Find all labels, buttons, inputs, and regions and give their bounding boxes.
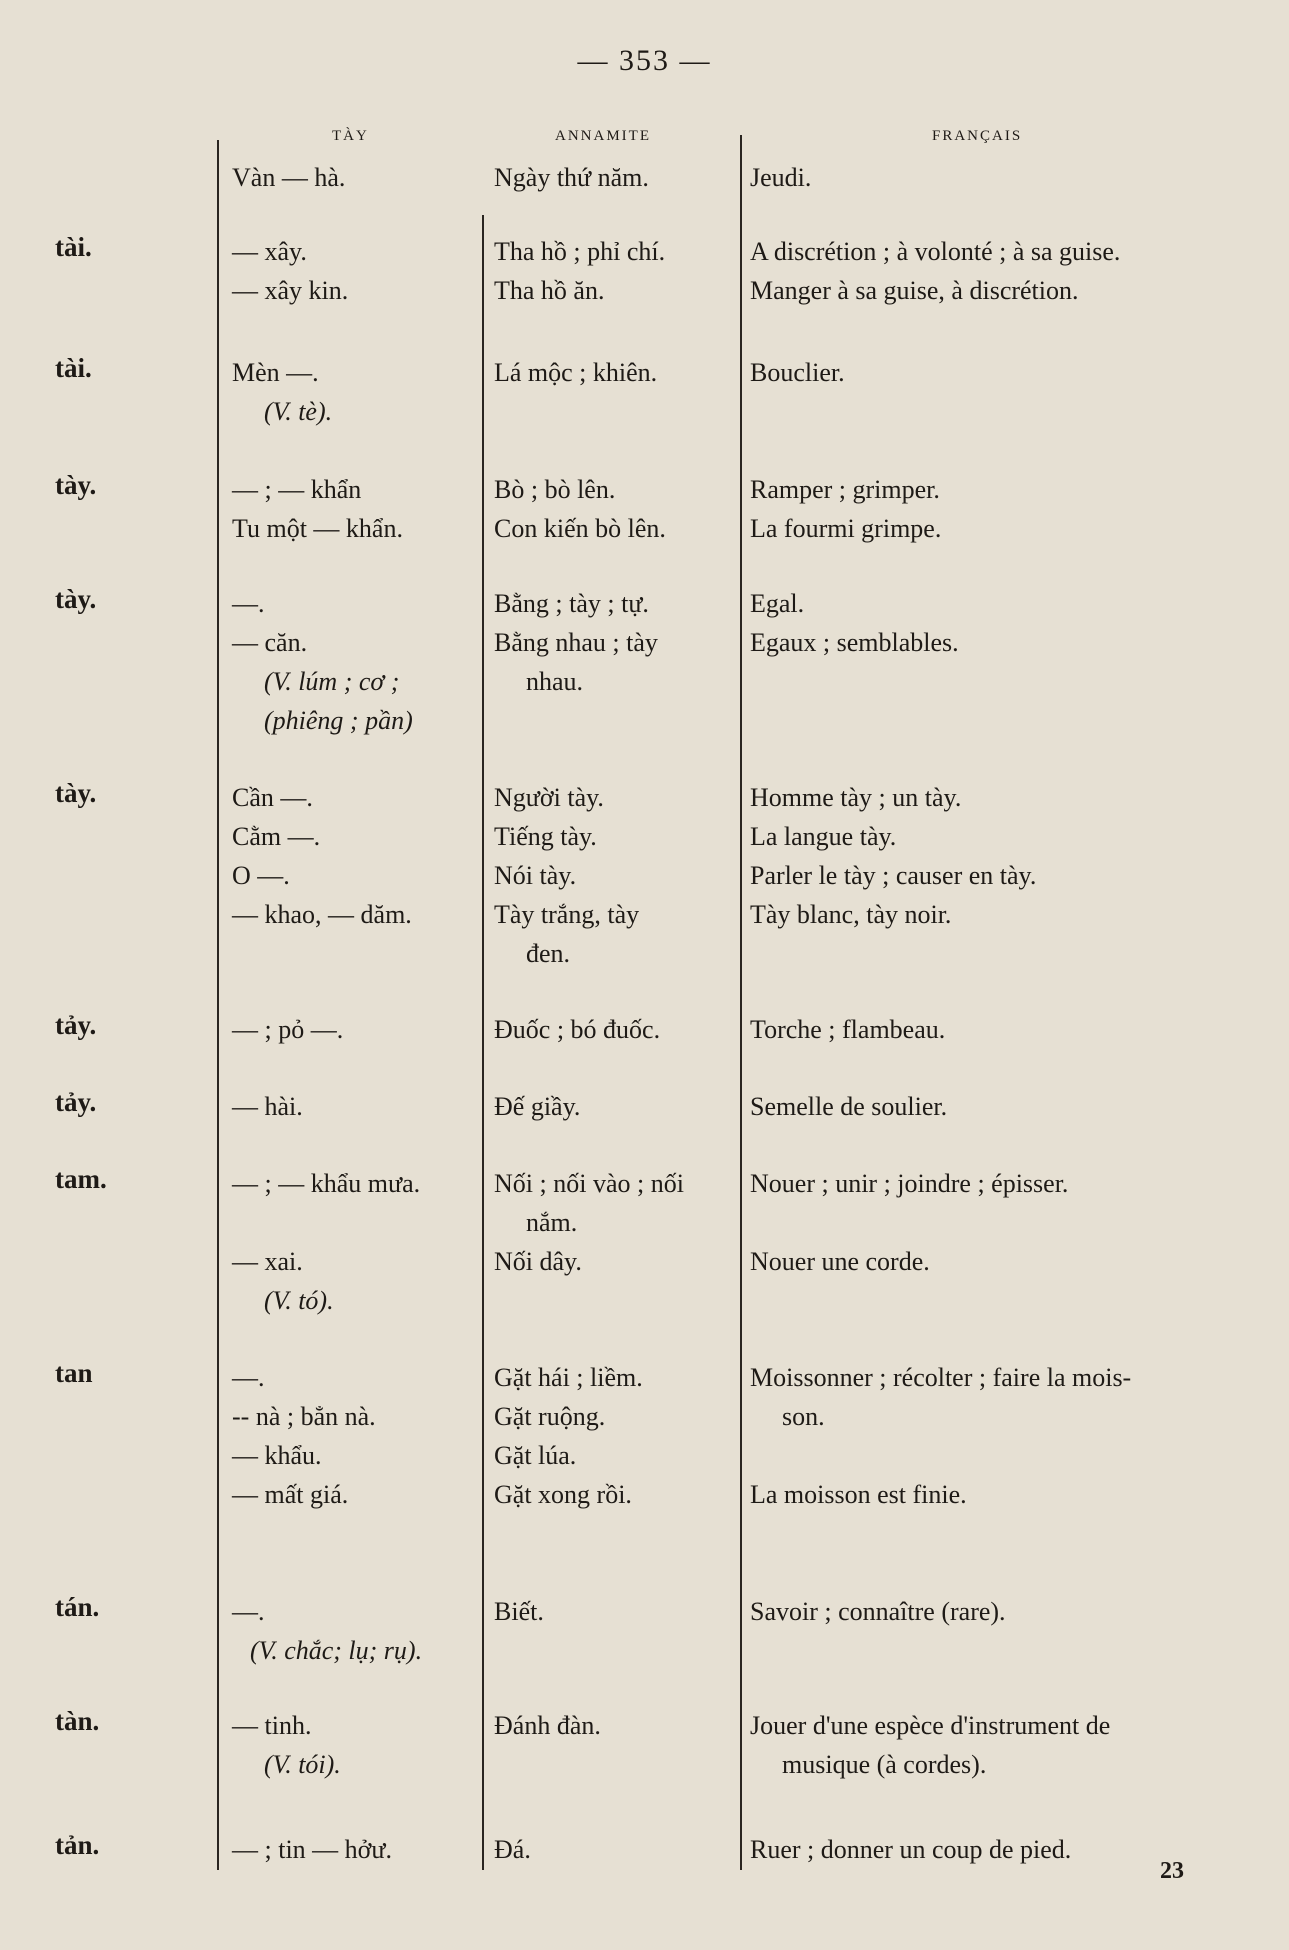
intro-francais: Jeudi. [750, 163, 812, 192]
annamite-column [494, 1592, 742, 1631]
francais-line: Nouer ; unir ; joindre ; épisser. [750, 1169, 1069, 1198]
annamite-line: Tiếng tày. [494, 822, 597, 851]
tay-column [232, 1706, 482, 1784]
tay-line: -- nà ; bẳn nà. [232, 1402, 376, 1431]
tay-column [232, 778, 482, 934]
tay-line: (phiêng ; pần) [264, 706, 413, 735]
annamite-line: Bò ; bò lên. [494, 475, 616, 504]
francais-line: A discrétion ; à volonté ; à sa guise. [750, 237, 1121, 266]
annamite-line: Gặt lúa. [494, 1441, 577, 1470]
francais-line: Parler le tày ; causer en tày. [750, 861, 1037, 890]
tay-line: — xây. [232, 237, 307, 266]
tay-line [232, 1203, 482, 1242]
francais-line: Torche ; flambeau. [750, 1015, 946, 1044]
intro-tay: Vàn — hà. [232, 163, 346, 192]
tay-column [232, 584, 482, 740]
tay-line: Tu một — khẩn. [232, 514, 403, 543]
francais-line [750, 1436, 1240, 1475]
tay-line: Mèn —. [232, 358, 319, 387]
tay-line: O —. [232, 861, 290, 890]
column-rule-middle [482, 215, 484, 1870]
annamite-column [494, 232, 742, 310]
tay-line: — ; — khẩu mưa. [232, 1169, 421, 1198]
annamite-line: Gặt ruộng. [494, 1402, 606, 1431]
annamite-line: Đế giầy. [494, 1092, 581, 1121]
francais-column [750, 232, 1240, 310]
francais-line: Egaux ; semblables. [750, 628, 959, 657]
francais-column [750, 1706, 1240, 1784]
annamite-line: Biết. [494, 1597, 544, 1626]
tay-line: — ; — khẩn [232, 475, 362, 504]
francais-column [750, 584, 1240, 662]
headword: tày. [55, 470, 97, 500]
column-rule-left [217, 140, 219, 1870]
tay-column [232, 1087, 482, 1126]
tay-line: (V. chắc; lụ; rụ). [250, 1636, 423, 1665]
headword: tán. [55, 1592, 100, 1622]
header-francais: FRANÇAIS [932, 128, 1023, 144]
tay-line: — mất giá. [232, 1480, 349, 1509]
francais-column [750, 1592, 1240, 1631]
headword: tài. [55, 353, 92, 383]
headword: tản. [55, 1830, 100, 1860]
headword: tan [55, 1358, 93, 1388]
tay-line: — tinh. [232, 1711, 312, 1740]
annamite-line: đen. [526, 939, 571, 968]
tay-column [232, 1592, 482, 1670]
headword: tảy. [55, 1087, 97, 1117]
intro-annamite: Ngày thứ năm. [494, 163, 649, 192]
annamite-column [494, 1706, 742, 1745]
francais-line: Manger à sa guise, à discrétion. [750, 276, 1079, 305]
tay-column [232, 1830, 482, 1869]
francais-line: musique (à cordes). [782, 1750, 987, 1779]
francais-line: Ramper ; grimper. [750, 475, 940, 504]
tay-line: (V. tó). [264, 1286, 334, 1315]
francais-line: Tày blanc, tày noir. [750, 900, 952, 929]
page-number: — 353 — [577, 44, 712, 77]
francais-line: son. [782, 1402, 825, 1431]
annamite-line: Người tày. [494, 783, 604, 812]
francais-column [750, 1358, 1240, 1514]
annamite-line: nắm. [526, 1208, 578, 1237]
headword: tàn. [55, 1706, 100, 1736]
francais-line: Ruer ; donner un coup de pied. [750, 1835, 1072, 1864]
tay-line: —. [232, 1363, 265, 1392]
tay-line: — ; pỏ —. [232, 1015, 344, 1044]
tay-line: Cần —. [232, 783, 313, 812]
tay-column [232, 353, 482, 431]
francais-line: La moisson est finie. [750, 1480, 967, 1509]
annamite-column [494, 1164, 742, 1281]
annamite-line: Tha hồ ; phỉ chí. [494, 237, 666, 266]
francais-line: Moissonner ; récolter ; faire la mois- [750, 1363, 1132, 1392]
tay-line: — xai. [232, 1247, 303, 1276]
annamite-line: Nối ; nối vào ; nối [494, 1169, 684, 1198]
annamite-line: Gặt hái ; liềm. [494, 1363, 643, 1392]
tay-column [232, 1358, 482, 1514]
annamite-line: Tày trắng, tày [494, 900, 640, 929]
francais-column [750, 353, 1240, 392]
tay-line: — khao, — dăm. [232, 900, 412, 929]
francais-line: La fourmi grimpe. [750, 514, 942, 543]
annamite-line: Nói tày. [494, 861, 577, 890]
headword: tam. [55, 1164, 107, 1194]
francais-column [750, 1087, 1240, 1126]
annamite-column [494, 1358, 742, 1514]
annamite-column [494, 1830, 742, 1869]
annamite-line: Nối dây. [494, 1247, 582, 1276]
tay-line: — khẩu. [232, 1441, 322, 1470]
tay-line: — hài. [232, 1092, 303, 1121]
headword: tài. [55, 232, 92, 262]
annamite-line: Tha hồ ăn. [494, 276, 605, 305]
francais-line [750, 1203, 1240, 1242]
francais-line: Semelle de soulier. [750, 1092, 948, 1121]
francais-column [750, 470, 1240, 548]
francais-line: Egal. [750, 589, 805, 618]
tay-line: —. [232, 1597, 265, 1626]
annamite-line: Gặt xong rồi. [494, 1480, 632, 1509]
tay-line: (V. tè). [264, 397, 333, 426]
tay-line: (V. lúm ; cơ ; [264, 667, 400, 696]
tay-line: Cằm —. [232, 822, 321, 851]
tay-line: —. [232, 589, 265, 618]
headword: tày. [55, 778, 97, 808]
francais-line: Jouer d'une espèce d'instrument de [750, 1711, 1111, 1740]
francais-line: Homme tày ; un tày. [750, 783, 962, 812]
tay-line: — căn. [232, 628, 308, 657]
francais-line: Bouclier. [750, 358, 845, 387]
annamite-line: Đánh đàn. [494, 1711, 601, 1740]
signature-mark: 23 [1160, 1858, 1184, 1884]
francais-line: La langue tày. [750, 822, 897, 851]
headword: tày. [55, 584, 97, 614]
annamite-line: Bằng nhau ; tày [494, 628, 658, 657]
annamite-column [494, 778, 742, 973]
annamite-line: Bằng ; tày ; tự. [494, 589, 649, 618]
header-annamite: ANNAMITE [555, 128, 651, 144]
annamite-column [494, 1010, 742, 1049]
tay-column [232, 232, 482, 310]
annamite-column [494, 353, 742, 392]
annamite-column [494, 584, 742, 701]
tay-column [232, 470, 482, 548]
tay-line: — ; tin — hởư. [232, 1835, 393, 1864]
tay-column [232, 1164, 482, 1320]
francais-column [750, 1164, 1240, 1281]
annamite-column [494, 1087, 742, 1126]
francais-column [750, 1010, 1240, 1049]
annamite-column [494, 470, 742, 548]
tay-line: — xây kin. [232, 276, 349, 305]
francais-column [750, 778, 1240, 934]
annamite-line: Lá mộc ; khiên. [494, 358, 658, 387]
annamite-line: nhau. [526, 667, 584, 696]
annamite-line: Đuốc ; bó đuốc. [494, 1015, 661, 1044]
tay-line: (V. tói). [264, 1750, 341, 1779]
francais-line: Nouer une corde. [750, 1247, 930, 1276]
annamite-line: Con kiến bò lên. [494, 514, 666, 543]
headword: tảy. [55, 1010, 97, 1040]
tay-column [232, 1010, 482, 1049]
francais-line: Savoir ; connaître (rare). [750, 1597, 1006, 1626]
annamite-line: Đá. [494, 1835, 531, 1864]
header-tay: TÀY [332, 128, 369, 144]
